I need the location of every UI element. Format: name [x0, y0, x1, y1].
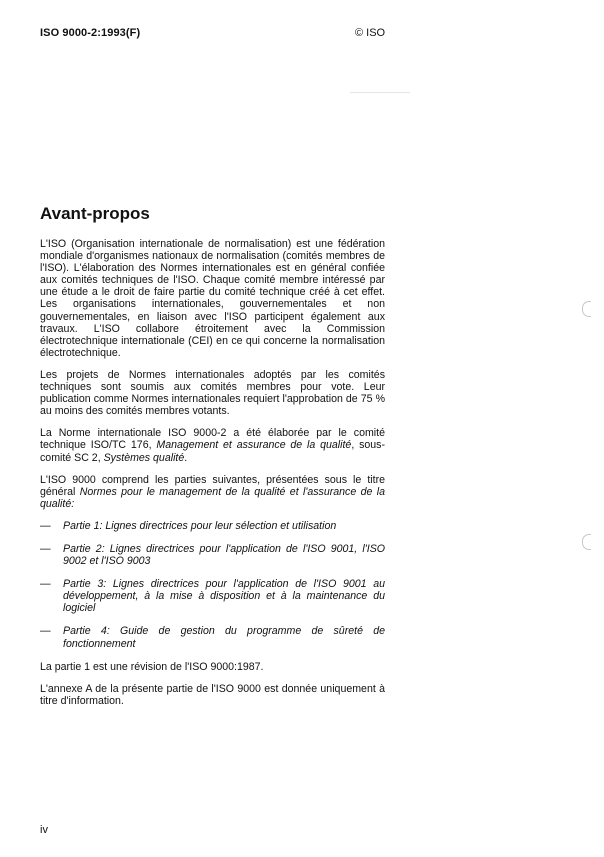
list-item-text: Partie 2: Lignes directrices pour l'application de l'ISO 9001, l'ISO 9002 et l'ISO 9003	[63, 542, 385, 568]
committee-period: .	[184, 451, 188, 464]
list-dash: —	[40, 542, 51, 555]
binder-hole-mark	[582, 534, 591, 550]
subcommittee-text: , sous-comité SC 2,	[40, 439, 385, 464]
series-title-colon: :	[71, 497, 75, 510]
standard-reference: ISO 9000-2:1993(F)	[40, 27, 141, 39]
list-item	[40, 625, 385, 649]
binder-hole-mark	[582, 301, 591, 317]
paragraph-parts-intro	[40, 474, 385, 510]
list-dash: —	[40, 578, 51, 591]
list-item	[40, 578, 385, 614]
paragraph-committee	[40, 427, 385, 463]
parts-intro-text: L'ISO 9000 comprend les parties suivantes, présentées sous le titre général	[40, 473, 385, 498]
list-item-text: Partie 4: Guide de gestion du programme de sûreté de fonctionnement	[63, 625, 385, 650]
scan-artifact-line	[350, 92, 410, 93]
subcommittee-title: Systèmes qualité	[103, 451, 185, 464]
page-title: Avant-propos	[40, 204, 150, 223]
paragraph-iso-organisation: L'ISO (Organisation internationale de normalisation) est une fédération mondiale d'organismes nationaux de normalisation (comités membres de l'ISO). L'élaboration des Normes internationales est en général confiée aux comités techniques de l'ISO. Chaque comité membre intéressé par une étude a le droit de faire partie du comité technique créé à cet effet. Les organisations internationales, gouvernementales et non gouvernementales, en liaison avec l'ISO participent également aux travaux. L'ISO collabore étroitement avec la Commission électrotechnique internationale (CEI) en ce qui concerne la normalisation électrotechnique.	[40, 238, 385, 359]
copyright-notice: © ISO	[355, 27, 386, 39]
series-title: Normes pour le management de la qualité et l'assurance de la qualité	[40, 485, 385, 510]
paragraph-annex: L'annexe A de la présente partie de l'ISO 9000 est donnée uniquement à titre d'information.	[40, 682, 385, 707]
parts-list	[40, 520, 385, 650]
paragraph-revision: La partie 1 est une révision de l'ISO 9000:1987.	[40, 660, 264, 673]
list-item-text: Partie 3: Lignes directrices pour l'application de l'ISO 9001 au développement, à la mise à disposition et à la maintenance du logiciel	[63, 578, 385, 615]
paragraph-voting: Les projets de Normes internationales adoptés par les comités techniques sont soumis aux comités membres pour vote. Leur publication comme Normes internationales requiert l'approbation de 75 % au moins des comités membres votants.	[40, 368, 385, 418]
list-dash: —	[40, 625, 51, 638]
page-number: iv	[40, 824, 48, 836]
committee-title: Management et assurance de la qualité	[156, 439, 352, 452]
list-item	[40, 543, 385, 567]
foreword-body	[40, 238, 385, 717]
list-item	[40, 520, 385, 532]
list-item-text: Partie 1: Lignes directrices pour leur sélection et utilisation	[63, 519, 337, 532]
list-dash: —	[40, 519, 51, 532]
committee-text: La Norme internationale ISO 9000-2 a été élaborée par le comité technique ISO/TC 176,	[40, 427, 385, 452]
